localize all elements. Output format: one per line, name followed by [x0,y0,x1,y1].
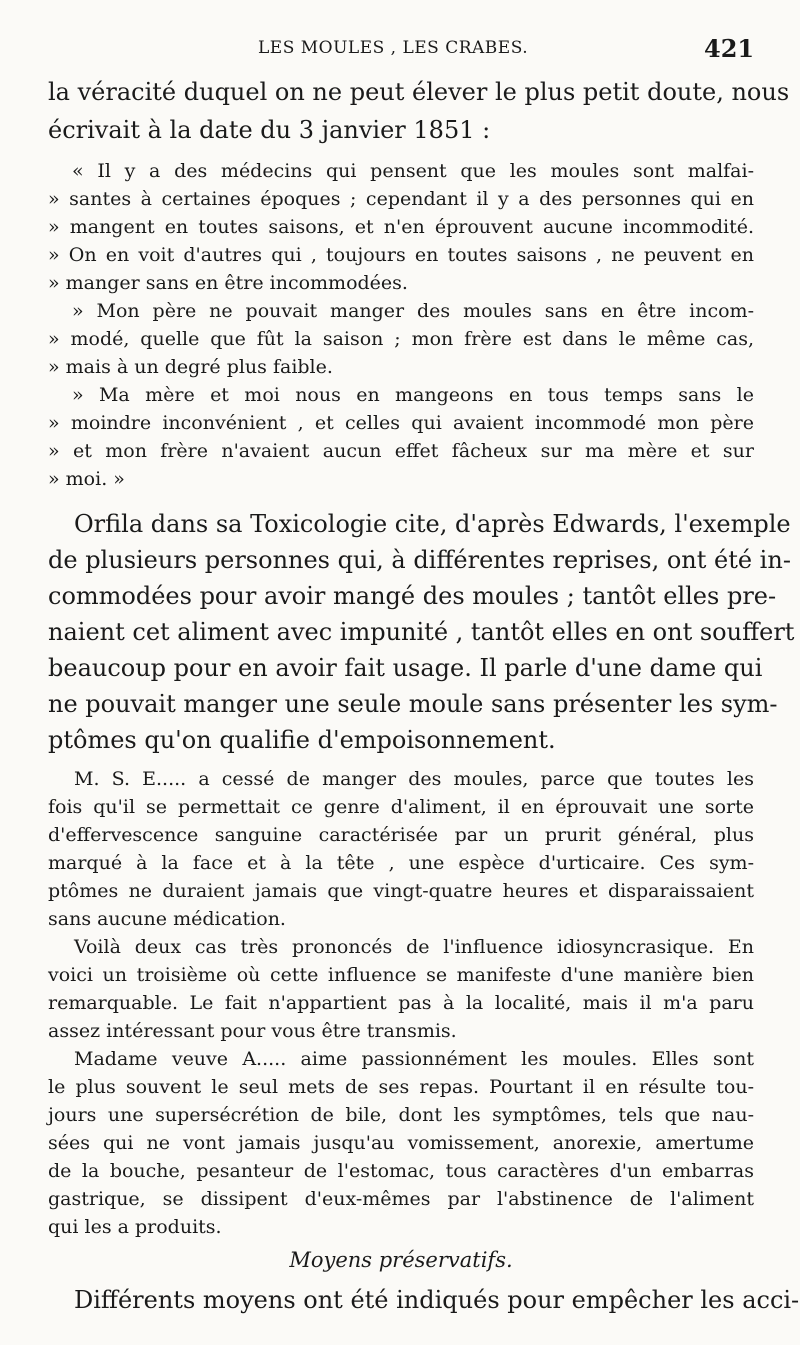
text-line: assez intéressant pour vous être transmis. [48,1020,457,1042]
text-line: qui les a produits. [48,1216,222,1238]
text-line: gastrique, se dissipent d'eux-mêmes par l'abstinence de l'aliment [48,1188,754,1210]
text-line: Différents moyens ont été indiqués pour empêcher les acci- [74,1286,800,1314]
text-line: sées qui ne vont jamais jusqu'au vomissement, anorexie, amertume [48,1132,754,1154]
quote-line: » manger sans en être incommodées. [48,272,408,294]
text-line: d'effervescence sanguine caractérisée par un prurit général, plus [48,824,754,846]
text-line: le plus souvent le seul mets de ses repas. Pourtant il en résulte tou- [48,1076,754,1098]
quote-line: » On en voit d'autres qui , toujours en toutes saisons , ne peuvent en [48,244,754,266]
text-line: marqué à la face et à la tête , une espèce d'urticaire. Ces sym- [48,852,754,874]
text-line: de plusieurs personnes qui, à différentes reprises, ont été in- [48,546,791,574]
text-line: Orfila dans sa Toxicologie cite, d'après Edwards, l'exemple [74,510,791,538]
text-line: fois qu'il se permettait ce genre d'aliment, il en éprouvait une sorte [48,796,754,818]
page-number: 421 [704,34,755,63]
quote-line: » moi. » [48,468,125,490]
quote-line: » moindre inconvénient , et celles qui avaient incommodé mon père [48,412,754,434]
quote-line: » modé, quelle que fût la saison ; mon frère est dans le même cas, [48,328,754,350]
text-line: écrivait à la date du 3 janvier 1851 : [48,116,491,144]
quote-line: » mangent en toutes saisons, et n'en éprouvent aucune incommodité. [48,216,754,238]
text-line: ptômes ne duraient jamais que vingt-quatre heures et disparaissaient [48,880,754,902]
quote-line: » et mon frère n'avaient aucun effet fâcheux sur ma mère et sur [48,440,754,462]
quote-line: » Mon père ne pouvait manger des moules sans en être incom- [72,300,754,322]
text-line: beaucoup pour en avoir fait usage. Il parle d'une dame qui [48,654,763,682]
text-line: M. S. E..... a cessé de manger des moules, parce que toutes les [74,768,754,790]
quote-line: » mais à un degré plus faible. [48,356,333,378]
quote-line: « Il y a des médecins qui pensent que les moules sont malfai- [72,160,754,182]
text-line: ptômes qu'on qualifie d'empoisonnement. [48,726,556,754]
text-line: ne pouvait manger une seule moule sans présenter les sym- [48,690,778,718]
text-line: voici un troisième où cette influence se manifeste d'une manière bien [48,964,754,986]
section-heading: Moyens préservatifs. [289,1248,513,1272]
text-line: jours une supersécrétion de bile, dont les symptômes, tels que nau- [48,1104,754,1126]
running-head: LES MOULES , LES CRABES. [258,38,529,58]
text-line: la véracité duquel on ne peut élever le plus petit doute, nous [48,78,790,106]
text-line: naient cet aliment avec impunité , tantôt elles en ont souffert [48,618,795,646]
text-line: remarquable. Le fait n'appartient pas à la localité, mais il m'a paru [48,992,754,1014]
text-line: Madame veuve A..... aime passionnément les moules. Elles sont [74,1048,754,1070]
text-line: de la bouche, pesanteur de l'estomac, tous caractères d'un embarras [48,1160,754,1182]
quote-line: » Ma mère et moi nous en mangeons en tous temps sans le [72,384,754,406]
text-line: commodées pour avoir mangé des moules ; tantôt elles pre- [48,582,777,610]
quote-line: » santes à certaines époques ; cependant il y a des personnes qui en [48,188,754,210]
page-header [0,34,800,64]
text-line: Voilà deux cas très prononcés de l'influence idiosyncrasique. En [74,936,754,958]
text-line: sans aucune médication. [48,908,286,930]
